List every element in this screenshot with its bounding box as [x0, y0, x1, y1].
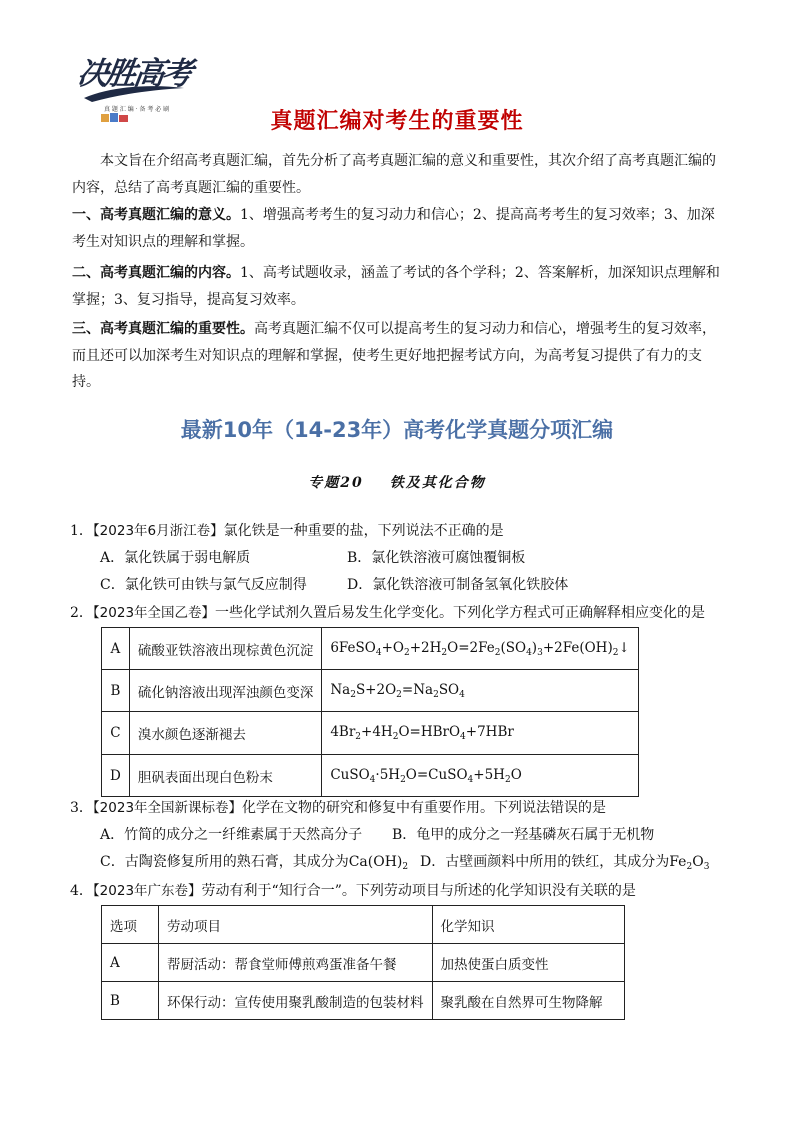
table-row [102, 712, 639, 755]
section-body: 1、增强高考考生的复习动力和信心；2、提高高考考生的复习效率；3、加深考生对知识点的理解和掌握。 [72, 207, 715, 250]
question-stem: 一些化学试剂久置后易发生化学变化。下列化学方程式可正确解释相应变化的是 [215, 605, 706, 621]
question-source: 【2023年全国新课标卷】 [92, 800, 243, 816]
option-a: A．氯化铁属于弱电解质 [100, 550, 251, 566]
equation: $4Br_2+4H_2O=HBrO_4+7HBr$ [322, 712, 638, 755]
option-key: B [102, 670, 130, 712]
option-c: C．氯化铁可由铁与氯气反应制得 [100, 577, 307, 593]
question-3 [70, 796, 606, 817]
option-b: B．龟甲的成分之一羟基磷灰石属于无机物 [392, 827, 655, 843]
table-row [102, 628, 639, 670]
column-header: 劳动项目 [159, 906, 433, 944]
question-source: 【2023年全国乙卷】 [92, 605, 216, 621]
section-body: 高考真题汇编不仅可以提高考生的复习动力和信心，增强考生的复习效率，而且还可以加深考生对知识点的理解和掌握，使考生更好地把握考试方向，为高考复习提供了有力的支持。 [72, 321, 716, 390]
chem-knowledge: 加热使蛋白质变性 [432, 944, 625, 982]
question-4 [70, 879, 636, 900]
question-source: 【2023年6月浙江卷】 [92, 523, 224, 539]
collection-title: 最新10年（14-23年）高考化学真题分项汇编 [180, 418, 614, 442]
section-1 [72, 202, 724, 255]
labor-item: 环保行动：宣传使用聚乳酸制造的包装材料 [159, 982, 433, 1020]
chem-knowledge: 聚乳酸在自然界可生物降解 [432, 982, 625, 1020]
question-stem: 化学在文物的研究和修复中有重要作用。下列说法错误的是 [242, 800, 607, 816]
section-heading: 一、高考真题汇编的意义。 [72, 207, 240, 223]
topic-heading [0, 472, 794, 492]
question-1 [70, 519, 504, 540]
question-source: 【2023年广东卷】 [92, 883, 202, 899]
equation: $CuSO_4\cdot 5H_2O=CuSO_4+5H_2O$ [322, 755, 638, 797]
question-number: 4． [70, 883, 93, 899]
phenomenon: 胆矾表面出现白色粉末 [129, 755, 322, 797]
question-4-table [101, 905, 625, 1020]
topic-label: 专题20 [308, 475, 364, 491]
option-c: C．古陶瓷修复所用的熟石膏，其成分为$Ca(OH)_2$ [100, 854, 409, 872]
question-stem: 劳动有利于“知行合一”。下列劳动项目与所述的化学知识没有关联的是 [201, 883, 636, 899]
equation: $6FeSO_4+O_2+2H_2O=2Fe_2(SO_4)_3+2Fe(OH)_2↓$ [322, 628, 638, 670]
column-header: 选项 [102, 906, 159, 944]
option-a: A．竹简的成分之一纤维素属于天然高分子 [100, 827, 363, 843]
phenomenon: 硫酸亚铁溶液出现棕黄色沉淀 [129, 628, 322, 670]
option-key: A [102, 944, 159, 982]
section-body: 1、高考试题收录，涵盖了考试的各个学科；2、答案解析，加深知识点理解和掌握；3、复习指导，提高复习效率。 [72, 265, 720, 308]
intro-paragraph: 本文旨在介绍高考真题汇编，首先分析了高考真题汇编的意义和重要性，其次介绍了高考真题汇编的内容，总结了高考真题汇编的重要性。 [72, 153, 716, 196]
question-number: 2． [70, 605, 93, 621]
equation: $Na_2S+2O_2=Na_2SO_4$ [322, 670, 638, 712]
option-key: A [102, 628, 130, 670]
section-2 [72, 260, 724, 313]
topic-name: 铁及其化合物 [389, 475, 486, 491]
table-row [102, 982, 625, 1020]
table-header-row [102, 906, 625, 944]
labor-item: 帮厨活动：帮食堂师傅煎鸡蛋准备午餐 [159, 944, 433, 982]
option-b: B．氯化铁溶液可腐蚀覆铜板 [347, 550, 526, 566]
phenomenon: 溴水颜色逐渐褪去 [129, 712, 322, 755]
table-row [102, 670, 639, 712]
phenomenon: 硫化钠溶液出现浑浊颜色变深 [129, 670, 322, 712]
option-key: D [102, 755, 130, 797]
section-heading: 二、高考真题汇编的内容。 [72, 265, 240, 281]
question-stem: 氯化铁是一种重要的盐，下列说法不正确的是 [223, 523, 504, 539]
table-row [102, 755, 639, 797]
question-2-table [101, 627, 639, 797]
logo-subtext: 真 题 汇 编 · 备 考 必 刷 [104, 106, 170, 113]
column-header: 化学知识 [432, 906, 625, 944]
question-number: 1． [70, 523, 93, 539]
table-row [102, 944, 625, 982]
section-heading: 三、高考真题汇编的重要性。 [72, 321, 254, 337]
option-key: C [102, 712, 130, 755]
question-number: 3． [70, 800, 93, 816]
page-title: 真题汇编对考生的重要性 [270, 109, 524, 134]
option-d: D．古壁画颜料中所用的铁红，其成分为$Fe_2O_3$ [420, 854, 710, 872]
logo-text: 决胜高考 [74, 56, 193, 92]
option-d: D．氯化铁溶液可制备氢氧化铁胶体 [347, 577, 569, 593]
question-2 [70, 601, 705, 622]
option-key: B [102, 982, 159, 1020]
section-3 [72, 316, 724, 396]
